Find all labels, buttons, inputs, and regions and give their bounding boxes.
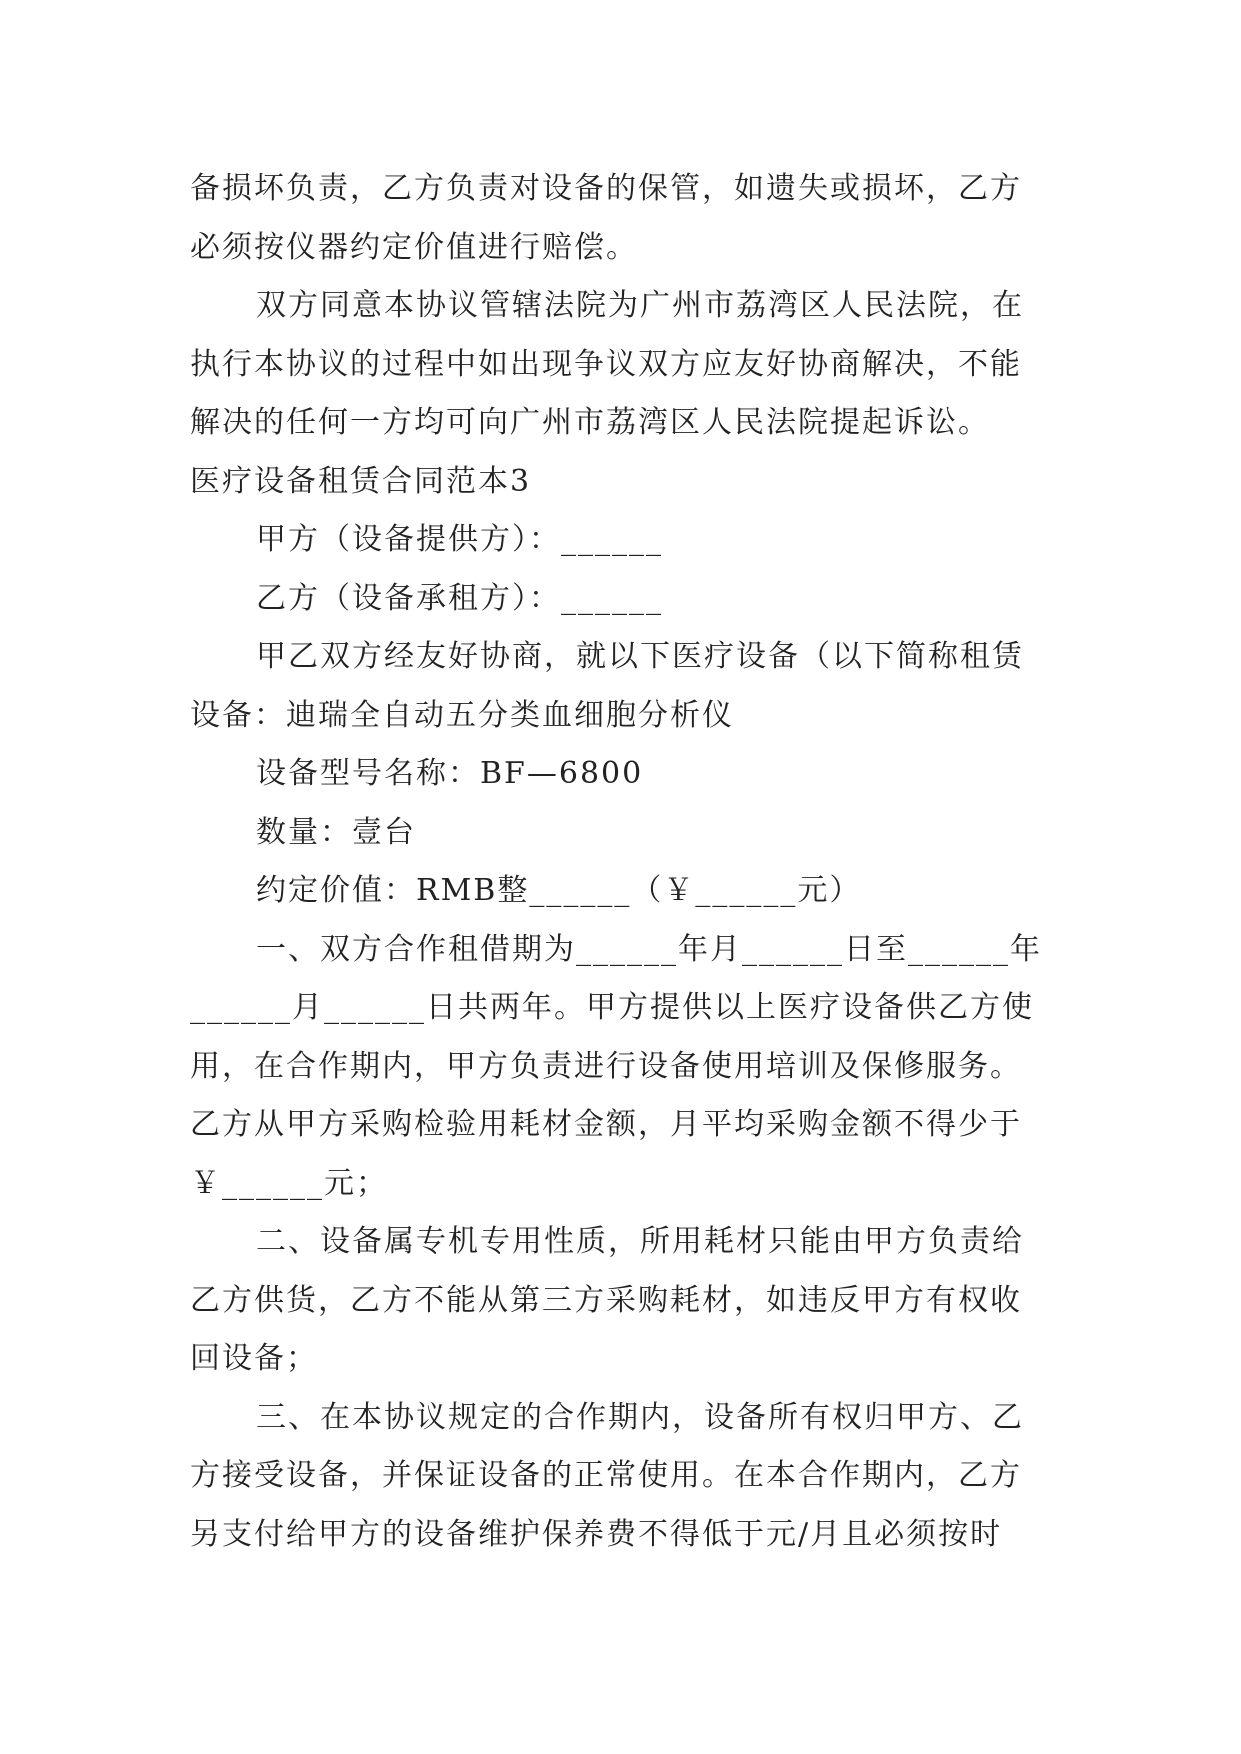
- text-line: 一、双方合作租借期为______年月______日至______年: [256, 931, 1042, 967]
- text-line: 回设备；: [190, 1341, 318, 1376]
- text-line: 双方同意本协议管辖法院为广州市荔湾区人民法院，在: [256, 288, 1024, 323]
- text-line: 设备型号名称：BF—6800: [256, 756, 644, 791]
- text-line: ______月______日共两年。甲方提供以上医疗设备供乙方使: [190, 990, 1034, 1025]
- text-line: 乙方供货，乙方不能从第三方采购耗材，如违反甲方有权收: [190, 1282, 1022, 1318]
- text-line: 甲方（设备提供方）：______: [256, 522, 663, 557]
- text-line: 甲乙双方经友好协商，就以下医疗设备（以下简称租赁: [256, 639, 1024, 674]
- text-line: 数量：壹台: [256, 814, 416, 850]
- text-line: 解决的任何一方均可向广州市荔湾区人民法院提起诉讼。: [190, 405, 990, 440]
- text-line: 乙方从甲方采购检验用耗材金额，月平均采购金额不得少于: [190, 1107, 1022, 1142]
- text-line: 乙方（设备承租方）：______: [256, 580, 663, 616]
- text-line: 约定价值：RMB整______（￥______元）: [256, 873, 862, 908]
- text-line: 另支付给甲方的设备维护保养费不得低于元/月且必须按时: [190, 1516, 1003, 1552]
- text-line: 执行本协议的过程中如出现争议双方应友好协商解决，不能: [190, 346, 1022, 382]
- text-line: 三、在本协议规定的合作期内，设备所有权归甲方、乙: [256, 1399, 1024, 1435]
- text-line: 二、设备属专机专用性质，所用耗材只能由甲方负责给: [256, 1224, 1024, 1259]
- text-line: ￥______元；: [190, 1165, 388, 1201]
- text-line: 设备：迪瑞全自动五分类血细胞分析仪: [190, 697, 734, 733]
- text-line: 备损坏负责，乙方负责对设备的保管，如遗失或损坏，乙方: [190, 171, 1022, 206]
- text-line: 医疗设备租赁合同范本3: [190, 463, 532, 499]
- document-body: [190, 160, 1070, 1564]
- text-line: 方接受设备，并保证设备的正常使用。在本合作期内，乙方: [190, 1458, 1022, 1493]
- text-line: 用，在合作期内，甲方负责进行设备使用培训及保修服务。: [190, 1048, 1022, 1084]
- text-line: 必须按仪器约定价值进行赔偿。: [190, 229, 638, 265]
